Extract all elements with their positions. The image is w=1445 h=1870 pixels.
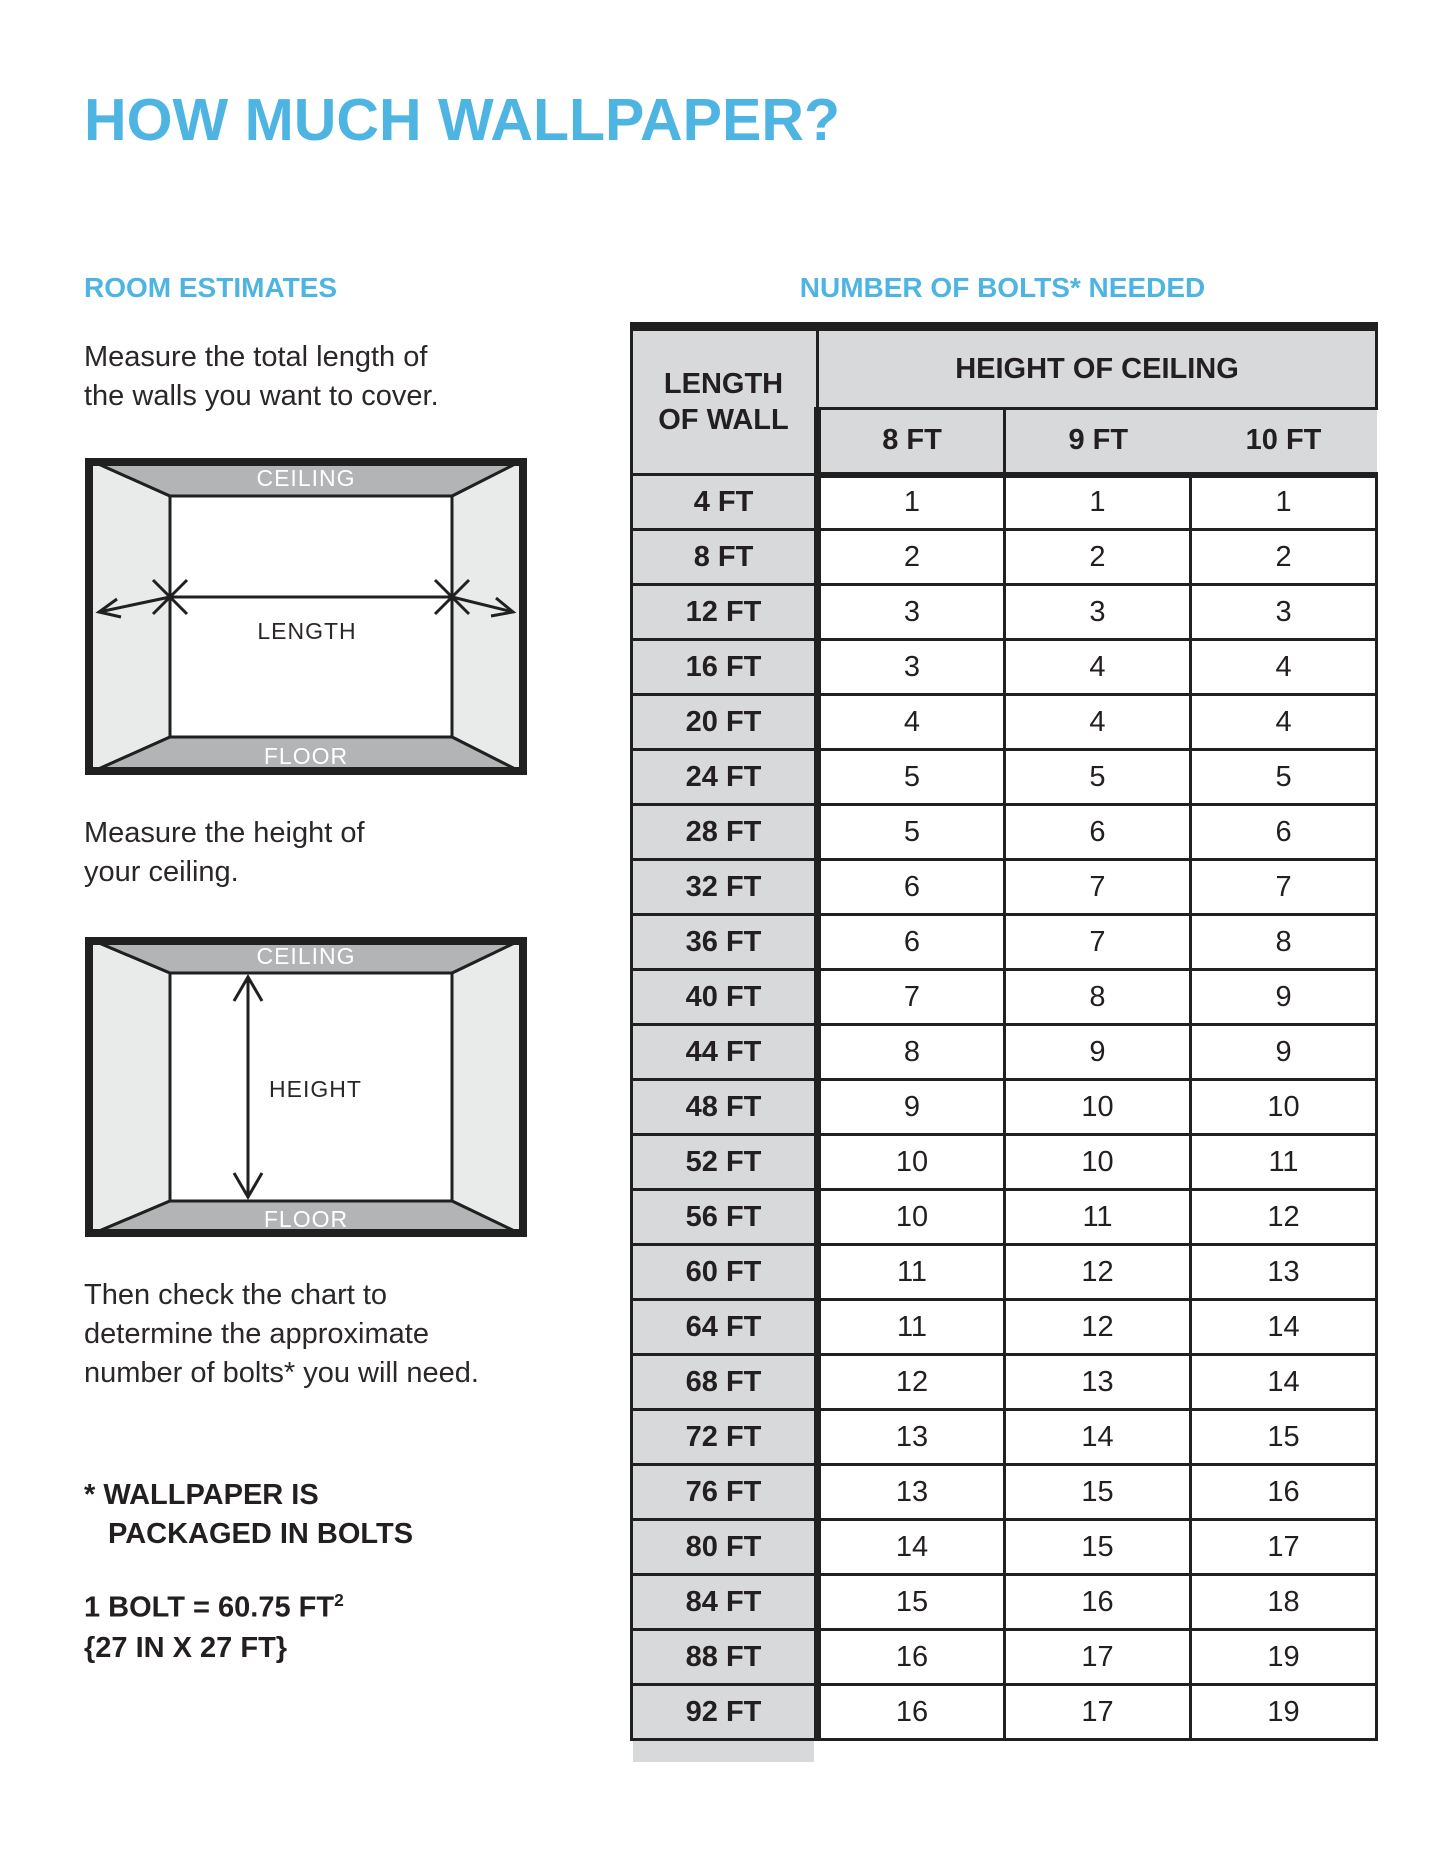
bolt-size-info — [84, 1580, 344, 1668]
bolt-count-cell: 15 — [1005, 1520, 1191, 1575]
table-row — [632, 1630, 1377, 1685]
table-row — [632, 640, 1377, 695]
bolt-count-cell: 16 — [818, 1630, 1005, 1685]
table-row — [632, 1025, 1377, 1080]
wall-length-label: 76 FT — [632, 1465, 818, 1520]
bolt-count-cell: 10 — [1005, 1080, 1191, 1135]
bolt-count-cell: 1 — [1005, 475, 1191, 530]
table-header — [632, 327, 1377, 475]
wall-length-label: 92 FT — [632, 1685, 818, 1740]
left-wall — [85, 937, 170, 1237]
wall-length-label: 4 FT — [632, 475, 818, 530]
table-row — [632, 695, 1377, 750]
length-of-wall-line: LENGTH — [663, 367, 784, 400]
bolt-count-cell: 16 — [1005, 1575, 1191, 1630]
column-header-8ft: 8 FT — [818, 409, 1005, 475]
room-height-diagram — [85, 937, 527, 1237]
table-row — [632, 1300, 1377, 1355]
bolt-equation — [84, 1580, 344, 1628]
bolt-count-cell: 13 — [818, 1410, 1005, 1465]
floor-label: FLOOR — [263, 743, 349, 769]
bolt-count-cell: 11 — [818, 1300, 1005, 1355]
wall-length-label: 32 FT — [632, 860, 818, 915]
bolt-count-cell: 9 — [1191, 1025, 1377, 1080]
bolt-count-cell: 4 — [1005, 695, 1191, 750]
bolt-count-cell: 19 — [1191, 1685, 1377, 1740]
instruction-check-chart — [84, 1276, 479, 1393]
instruction-line: the walls you want to cover. — [84, 380, 439, 412]
bolt-count-cell: 5 — [1005, 750, 1191, 805]
floor-label: FLOOR — [263, 1206, 349, 1232]
wall-length-label: 28 FT — [632, 805, 818, 860]
bolt-count-cell: 10 — [818, 1135, 1005, 1190]
bolt-count-cell: 12 — [1191, 1190, 1377, 1245]
table-row — [632, 970, 1377, 1025]
bolt-count-cell: 15 — [1191, 1410, 1377, 1465]
bolt-count-cell: 7 — [1005, 915, 1191, 970]
bolt-equation-exponent: 2 — [334, 1590, 344, 1610]
bolt-equation-text: 1 BOLT = 60.75 FT — [84, 1591, 335, 1624]
table-row — [632, 1685, 1377, 1740]
bolt-count-cell: 14 — [1005, 1410, 1191, 1465]
bolt-count-cell: 3 — [818, 640, 1005, 695]
ceiling-label: CEILING — [256, 465, 356, 491]
bolt-count-cell: 1 — [1191, 475, 1377, 530]
bolt-count-cell: 6 — [1191, 805, 1377, 860]
bolt-count-cell: 2 — [1005, 530, 1191, 585]
bolt-count-cell: 4 — [1005, 640, 1191, 695]
bolt-count-cell: 18 — [1191, 1575, 1377, 1630]
bolt-count-cell: 11 — [1191, 1135, 1377, 1190]
bolt-count-cell: 3 — [818, 585, 1005, 640]
bolt-count-cell: 12 — [818, 1355, 1005, 1410]
instruction-line: determine the approximate — [84, 1318, 429, 1350]
bolt-count-cell: 14 — [1191, 1355, 1377, 1410]
back-wall — [170, 496, 452, 737]
left-wall — [85, 458, 170, 775]
wall-length-label: 16 FT — [632, 640, 818, 695]
bolt-count-cell: 13 — [818, 1465, 1005, 1520]
wall-length-label: 72 FT — [632, 1410, 818, 1465]
table-row — [632, 860, 1377, 915]
bolt-count-cell: 10 — [1005, 1135, 1191, 1190]
bolt-count-cell: 4 — [818, 695, 1005, 750]
instruction-measure-height — [84, 814, 365, 892]
wall-length-label: 20 FT — [632, 695, 818, 750]
table-row — [632, 1410, 1377, 1465]
bolt-count-cell: 6 — [818, 860, 1005, 915]
bolt-count-cell: 12 — [1005, 1300, 1191, 1355]
bolt-count-cell: 15 — [818, 1575, 1005, 1630]
room-estimates-heading: ROOM ESTIMATES — [84, 272, 338, 303]
instruction-line: Measure the height of — [84, 817, 365, 849]
bolt-count-cell: 13 — [1005, 1355, 1191, 1410]
column-header-10ft: 10 FT — [1191, 409, 1377, 475]
height-of-ceiling-header: HEIGHT OF CEILING — [818, 327, 1377, 409]
wall-length-label: 64 FT — [632, 1300, 818, 1355]
bolt-count-cell: 17 — [1191, 1520, 1377, 1575]
table-body — [632, 475, 1377, 1740]
table-row — [632, 1520, 1377, 1575]
page-title: HOW MUCH WALLPAPER? — [84, 87, 840, 153]
wall-length-label: 80 FT — [632, 1520, 818, 1575]
table-row — [632, 1245, 1377, 1300]
bolt-count-cell: 9 — [818, 1080, 1005, 1135]
table-row — [632, 750, 1377, 805]
table-row — [632, 1355, 1377, 1410]
wall-length-label: 88 FT — [632, 1630, 818, 1685]
table-row — [632, 530, 1377, 585]
table-row — [632, 1080, 1377, 1135]
column-header-9ft: 9 FT — [1005, 409, 1191, 475]
bolt-count-cell: 1 — [818, 475, 1005, 530]
bolt-count-cell: 5 — [818, 805, 1005, 860]
bolt-count-cell: 7 — [1005, 860, 1191, 915]
bolt-count-cell: 19 — [1191, 1630, 1377, 1685]
bolt-count-cell: 8 — [1191, 915, 1377, 970]
right-wall — [452, 937, 527, 1237]
bolt-count-cell: 7 — [818, 970, 1005, 1025]
bolt-count-cell: 8 — [1005, 970, 1191, 1025]
wall-length-label: 68 FT — [632, 1355, 818, 1410]
bolt-count-cell: 2 — [818, 530, 1005, 585]
ceiling-label: CEILING — [256, 943, 356, 969]
bolt-count-cell: 11 — [818, 1245, 1005, 1300]
bolt-count-cell: 17 — [1005, 1630, 1191, 1685]
bolt-count-cell: 2 — [1191, 530, 1377, 585]
wall-length-label: 48 FT — [632, 1080, 818, 1135]
wall-length-label: 36 FT — [632, 915, 818, 970]
bolts-table — [630, 322, 1378, 1741]
bolt-count-cell: 6 — [818, 915, 1005, 970]
bolt-count-cell: 17 — [1005, 1685, 1191, 1740]
instruction-measure-length — [84, 338, 439, 416]
instruction-line: number of bolts* you will need. — [84, 1357, 479, 1389]
wall-length-label: 56 FT — [632, 1190, 818, 1245]
wall-length-label: 52 FT — [632, 1135, 818, 1190]
table-row — [632, 1135, 1377, 1190]
right-wall — [452, 458, 527, 775]
bolt-count-cell: 11 — [1005, 1190, 1191, 1245]
table-row — [632, 915, 1377, 970]
wall-length-label: 12 FT — [632, 585, 818, 640]
length-of-wall-line: OF WALL — [658, 404, 789, 436]
bolt-count-cell: 10 — [818, 1190, 1005, 1245]
height-label: HEIGHT — [269, 1076, 362, 1102]
instruction-line: Then check the chart to — [84, 1279, 388, 1311]
wallpaper-bolts-footnote — [84, 1476, 413, 1554]
length-of-wall-header — [632, 327, 818, 475]
bolt-count-cell: 14 — [1191, 1300, 1377, 1355]
length-label: LENGTH — [257, 618, 357, 644]
group-header-row — [632, 327, 1377, 409]
bolt-count-cell: 3 — [1005, 585, 1191, 640]
bolt-count-cell: 13 — [1191, 1245, 1377, 1300]
bolt-count-cell: 15 — [1005, 1465, 1191, 1520]
bolt-dimensions: {27 IN X 27 FT} — [84, 1631, 288, 1664]
bolt-count-cell: 5 — [1191, 750, 1377, 805]
bolt-count-cell: 3 — [1191, 585, 1377, 640]
table-row — [632, 805, 1377, 860]
bolt-count-cell: 16 — [1191, 1465, 1377, 1520]
bolt-count-cell: 10 — [1191, 1080, 1377, 1135]
footnote-line: PACKAGED IN BOLTS — [108, 1518, 414, 1550]
bolt-count-cell: 4 — [1191, 640, 1377, 695]
footnote-line: * WALLPAPER IS — [84, 1479, 319, 1511]
bolts-needed-heading: NUMBER OF BOLTS* NEEDED — [799, 272, 1206, 303]
bolt-count-cell: 6 — [1005, 805, 1191, 860]
table-row — [632, 1190, 1377, 1245]
wall-length-label: 60 FT — [632, 1245, 818, 1300]
bolt-count-cell: 14 — [818, 1520, 1005, 1575]
bolt-count-cell: 5 — [818, 750, 1005, 805]
table-row — [632, 585, 1377, 640]
wall-length-label: 84 FT — [632, 1575, 818, 1630]
wall-length-label: 40 FT — [632, 970, 818, 1025]
bolt-count-cell: 16 — [818, 1685, 1005, 1740]
wall-length-label: 8 FT — [632, 530, 818, 585]
room-length-diagram — [85, 458, 527, 775]
instruction-line: your ceiling. — [84, 856, 239, 888]
bolt-count-cell: 9 — [1005, 1025, 1191, 1080]
table-row — [632, 1465, 1377, 1520]
wall-length-label: 24 FT — [632, 750, 818, 805]
bolt-count-cell: 4 — [1191, 695, 1377, 750]
bolt-count-cell: 12 — [1005, 1245, 1191, 1300]
bolt-count-cell: 8 — [818, 1025, 1005, 1080]
table-row — [632, 1575, 1377, 1630]
instruction-line: Measure the total length of — [84, 341, 428, 373]
wall-length-label: 44 FT — [632, 1025, 818, 1080]
bolt-count-cell: 7 — [1191, 860, 1377, 915]
table-gray-tail — [633, 1740, 814, 1762]
bolt-count-cell: 9 — [1191, 970, 1377, 1025]
table-row — [632, 475, 1377, 530]
